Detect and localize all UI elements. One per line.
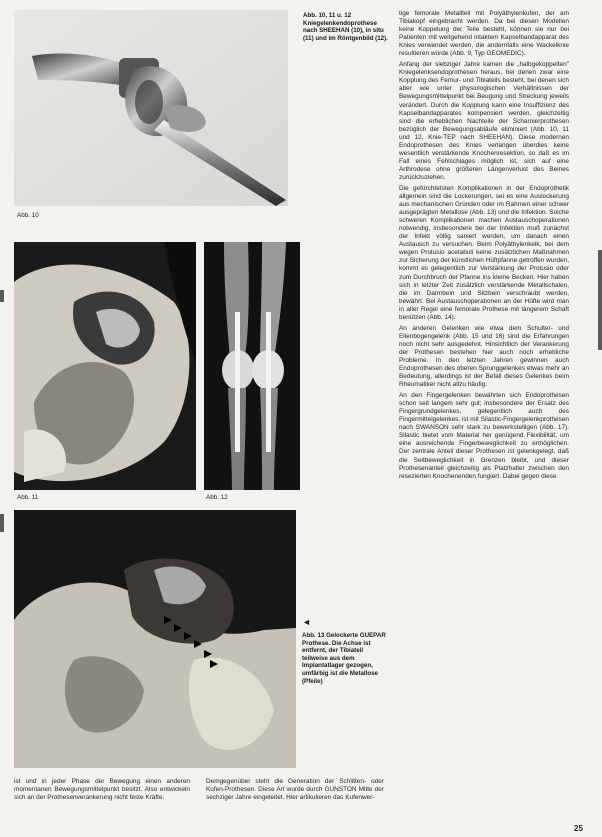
right-text-column [399, 10, 569, 484]
figure-11-photo [14, 242, 196, 490]
paragraph: An anderen Gelenken wie etwa dem Schulter- und Ellenbogengelenk (Abb. 15 und 16) sind die Erfahrungen noch nicht sehr ausgedehnt. Hinsichtlich der Verankerung der Prothesen bestehen hier auch noch erhebliche Probleme. In den letzten Jahren gewinnen auch Endoprothesen des oberen Sprunggelenkes etwas mehr an Bedeutung, allerdings ist der Befall dieses Gelenkes beim Rheumatiker nicht allzu häufig. [399, 324, 569, 389]
in-situ-surgery-image [14, 242, 196, 490]
paragraph: An den Fingergelenken bewährten sich Endoprothesen schon seit langem sehr gut; insbesondere der Ersatz des Fingergrundgelenkes, gelegentlich auch des Fingermittelgelenkes, ist mit Silastic-Fingergelenkprothesen nach SWANSON sehr stark zu bewerkstelligen (Abb. 17). Silastic bietet vom Material her genügend Flexibilität, um eine ausreichende Fingerbeweglichkeit zu ermöglichen. Der zentrale Anteil dieser Prothesen ist gelenkgelegt, daß die Seitbeweglichkeit in Grenzen bleibt, und dieser Prothesenanteil gleichzeitig als Platzhalter zwischen den resezierten Knochenenden fungiert. Dabei gegen diese [399, 392, 569, 480]
figure-12-photo [204, 242, 300, 490]
figure-11-label: Abb. 11 [17, 494, 39, 501]
knee-prosthesis-image [14, 10, 288, 206]
paragraph: Die gefürchtetsten Komplikationen in der Endoprothetik allgemein sind die Lockerungen, sei es eine Auslockerung aus mechanischen Gründen oder im Rahmen einer schwer ausgeprägten Metallose (Abb. 13) und die Infektion. Solche schweren Komplikationen machen Austauschoperationen notwendig, insbesondere bei der Infektion muß zunächst der Infekt völlig saniert werden, um danach einen Austausch zu versuchen. Beim Polyäthylenkelk, bei dem wegen Protusio acetabuli keine zusätzlichen Maßnahmen zur Sicherung der künstlichen Hüftpfanne getroffen wurden, kommt es gelegentlich zur Verstärkung der Protusio oder zum Durchbruch der Pfanne ins kleine Becken. Hier haben sich in letzter Zeit zusätzlich verstärkende Metallschalen, die im Darmbein und Sitzbein verschraubt werden, bewährt. Bei Austauschoperationen an der Hüfte wird man in aller Regel eine femorale Prothese mit längerem Schaft benützen (Abb. 14). [399, 184, 569, 321]
figure-13-caption: Abb. 13 Gelockerte GUEPAR Prothese. Die Achse ist entfernt, der Tibiateil teilweise aus dem Implantatlager gezogen, umfärbig ist die Metallose (Pfeile) [302, 632, 386, 685]
bottom-middle-text: Demgegenüber steht die Generation der Schlitten- oder Kufen-Prothesen. Diese Art wurde durch GUNSTON Mitte der sechziger Jahre eingeleitet. Hier artikulieren das Kufenwer- [206, 778, 384, 802]
figure-10-label: Abb. 10 [17, 212, 39, 219]
figure-13-photo [14, 510, 296, 768]
paragraph: tige femorale Metallteil mit Polyäthylenkufen, der am Tibiakopf eingebracht werden. Da bei diesen Modellen keine Koppelung der Teile besteht, können sie nur bei Patienten mit weitgehend intaktem Kapselbandapparat des Knies verwendet werden, die andernfalls eine Wackelknie resultieren würde (Abb. 9, Typ GEOMEDIC). [399, 10, 569, 58]
xray-knee-image [204, 242, 300, 490]
bottom-left-text: ist und in jeder Phase der Bewegung einen anderen momentanen Bewegungsmittelpunkt besitzt. Also entwickeln sich an der Prothesenverankerung nicht feste Kräfte. [14, 778, 190, 802]
page-number: 25 [574, 824, 583, 833]
right-edge-marker [598, 250, 602, 350]
figure-12-label: Abb. 12 [206, 494, 228, 501]
figure-10-12-caption: Abb. 10, 11 u. 12 Kniegelenkendoprothese nach SHEEHAN (10), in situ (11) und im Röntgenbild (12). [303, 12, 388, 42]
figure-13-arrow-icon: ◄ [302, 617, 311, 627]
left-edge-marker [0, 514, 4, 532]
paragraph: Anfang der siebziger Jahre kamen die „halbgekoppelten" Kniegelenksendoprothesen heraus, bei denen zwar eine Kopplung des Femur- und Tibiateils besteht, bei denen sich aber wie unter physiologischen Verhältnissen der Bewegungsmittelpunkt bei Beugung und Streckung jeweils verändert. Durch die Kopplung kann eine Insuffizienz des Kapselbandapparates kompensiert werden, gleichzeitig sind die erheblichen Nachteile der Scharnierprothesen bezüglich der Bewegungsabläufe eliminiert (Abb. 10, 11 und 12, Knie-TEP nach SHEEHAN). Diese modernen Endoprothesen des Knies verlangen überdies keine wesentlich verstärkende Knochenresektion, so daß es im Fall eines Fehlschlages möglich ist, sich auf eine Arthrodese ohne größeren Längenverlust des Beines zurückzuziehen. [399, 61, 569, 181]
figure-10-photo [14, 10, 288, 206]
loosened-prosthesis-image [14, 510, 296, 768]
left-edge-marker [0, 290, 4, 302]
